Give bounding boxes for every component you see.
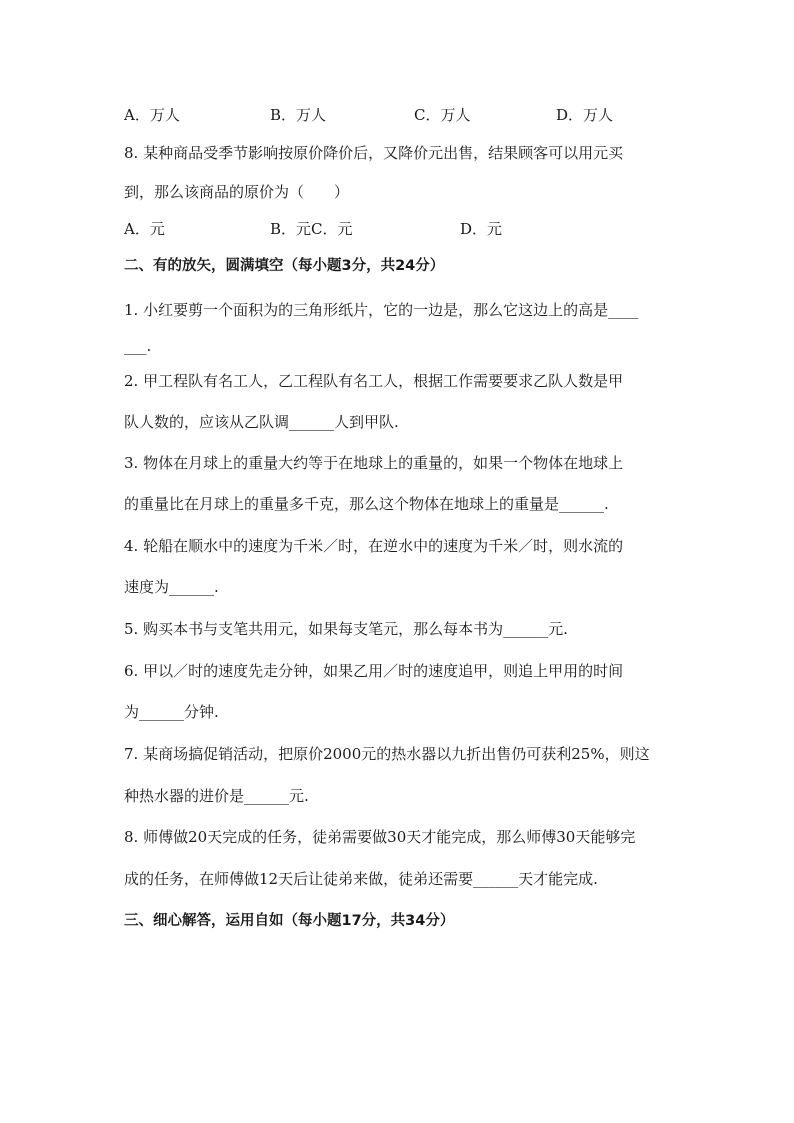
q7-option-b: B．万人 bbox=[270, 106, 327, 124]
q8-option-a: A．元 bbox=[124, 220, 165, 238]
s2-item-line: 4. 轮船在顺水中的速度为千米／时，在逆水中的速度为千米／时，则水流的 bbox=[124, 537, 624, 555]
s2-item-line: 队人数的，应该从乙队调______人到甲队. bbox=[124, 413, 399, 431]
q8-option-bc: B．元C．元 bbox=[270, 220, 353, 238]
s2-item-line: 7. 某商场搞促销活动，把原价2000元的热水器以九折出售仍可获利25%，则这 bbox=[124, 745, 650, 763]
s2-item-line: 5. 购买本书与支笔共用元，如果每支笔元，那么每本书为______元. bbox=[124, 620, 568, 638]
s2-item-line: 为______分钟. bbox=[124, 703, 219, 721]
q7-option-a: A．万人 bbox=[124, 106, 180, 124]
s2-item-line: 1. 小红要剪一个面积为的三角形纸片，它的一边是，那么它这边上的高是____ bbox=[124, 301, 639, 319]
q8-line-1: 8. 某种商品受季节影响按原价降价后，又降价元出售，结果顾客可以用元买 bbox=[124, 144, 624, 162]
q8-option-d: D．元 bbox=[460, 220, 503, 238]
q7-option-d: D．万人 bbox=[556, 106, 614, 124]
s2-item-line: 种热水器的进价是______元. bbox=[124, 787, 309, 805]
s2-item-line: 速度为______. bbox=[124, 578, 219, 596]
section-2-title: 二、有的放矢，圆满填空（每小题3分，共24分） bbox=[124, 258, 445, 274]
q8-line-2: 到，那么该商品的原价为（ ） bbox=[124, 183, 350, 201]
section-3-title: 三、细心解答，运用自如（每小题17分，共34分） bbox=[124, 913, 455, 929]
s2-item-line: 3. 物体在月球上的重量大约等于在地球上的重量的，如果一个物体在地球上 bbox=[124, 454, 624, 472]
s2-item-line: 6. 甲以／时的速度先走分钟，如果乙用／时的速度追甲，则追上甲用的时间 bbox=[124, 662, 624, 680]
s2-item-line: ___. bbox=[124, 337, 152, 355]
s2-item-line: 的重量比在月球上的重量多千克，那么这个物体在地球上的重量是______. bbox=[124, 495, 609, 513]
s2-item-line: 成的任务，在师傅做12天后让徒弟来做，徒弟还需要______天才能完成. bbox=[124, 870, 598, 888]
s2-item-line: 2. 甲工程队有名工人，乙工程队有名工人，根据工作需要要求乙队人数是甲 bbox=[124, 372, 624, 390]
s2-item-line: 8. 师傅做20天完成的任务，徒弟需要做30天才能完成，那么师傅30天能够完 bbox=[124, 828, 636, 846]
q7-option-c: C．万人 bbox=[414, 106, 471, 124]
